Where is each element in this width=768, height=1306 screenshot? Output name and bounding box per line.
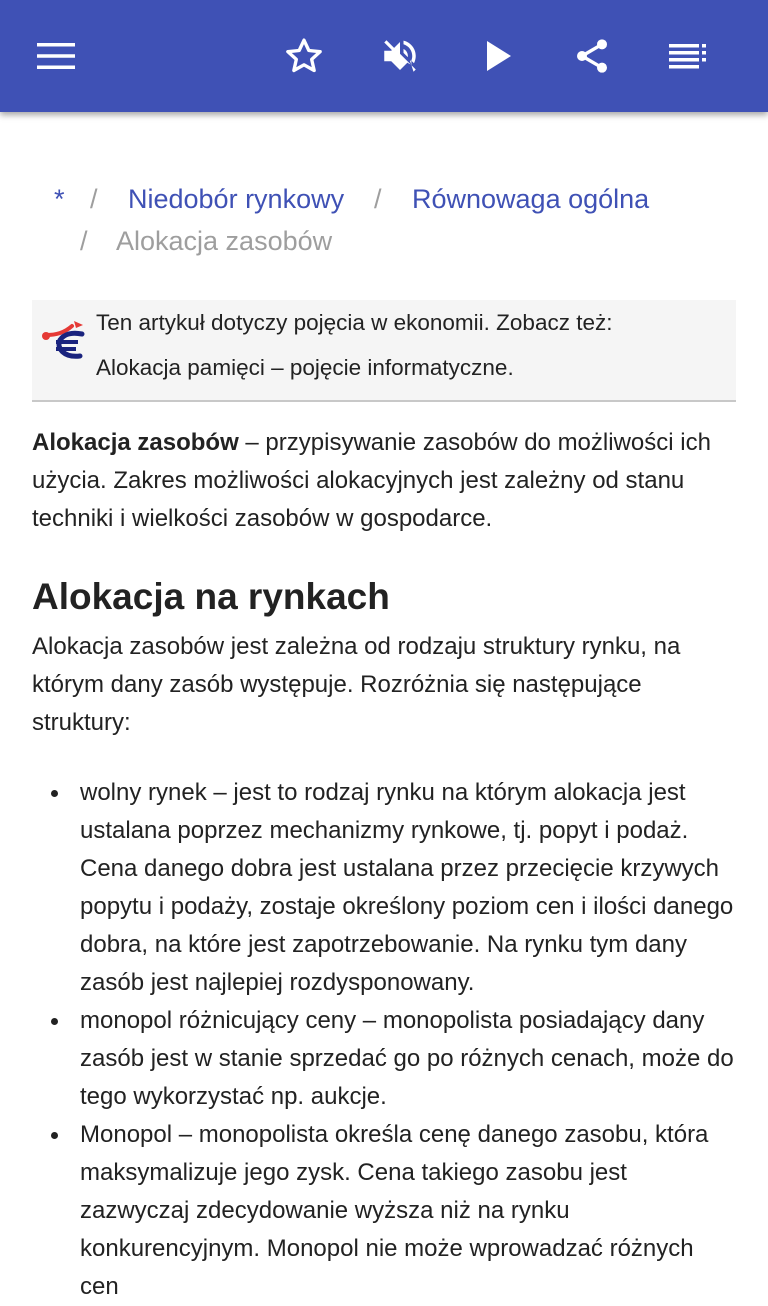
share-button[interactable] [564, 28, 620, 84]
app-toolbar [0, 0, 768, 112]
mute-button[interactable] [372, 28, 428, 84]
favorite-button[interactable] [276, 28, 332, 84]
intro-paragraph [32, 424, 736, 538]
menu-button[interactable] [28, 28, 84, 84]
table-of-contents-button[interactable] [660, 28, 716, 84]
bullet [51, 790, 58, 797]
list-item-text: Monopol – monopolista określa cenę danego zasobu, która maksymalizuje jego zysk. Cena takiego zasobu jest zazwyczaj zdecydowanie wyższa niż na rynku konkurencyjnym. Monopol nie może wprowadzać różnych cen [80, 1121, 709, 1300]
breadcrumb-current: Alokacja zasobów [116, 226, 333, 256]
list-icon [669, 43, 707, 69]
list-item-text: wolny rynek – jest to rodzaj rynku na którym alokacja jest ustalana poprzez mechanizmy rynkowe, tj. popyt i podaż. Cena danego dobra jest ustalana przez przecięcie krzywych popytu i podaży, zostaje określony poziom cen i ilości danego dobra, na które jest zapotrzebowanie. Na rynku tym dany zasób jest najlepiej rozdysponowany. [80, 779, 734, 996]
hamburger-menu-icon [37, 42, 75, 70]
hatnote-link-alokacja-pamieci[interactable]: Alokacja pamięci – pojęcie informatyczne. [96, 355, 514, 380]
bullet [51, 1018, 58, 1025]
hatnote-text: Ten artykuł dotyczy pojęcia w ekonomii. Zobacz też: [96, 310, 613, 335]
section-heading: Alokacja na rynkach [32, 576, 390, 617]
list-item [0, 774, 768, 1002]
play-button[interactable] [470, 28, 526, 84]
breadcrumb-link-niedobor[interactable]: Niedobór rynkowy [128, 184, 345, 214]
breadcrumb-root-link[interactable]: * [54, 184, 65, 214]
list-item [0, 1002, 768, 1116]
bullet [51, 1132, 58, 1139]
breadcrumb-separator: / [90, 184, 98, 214]
breadcrumb-separator: / [80, 226, 88, 256]
section-paragraph: Alokacja zasobów jest zależna od rodzaju struktury rynku, na którym dany zasób występuje. Rozróżnia się następujące struktury: [32, 633, 681, 736]
breadcrumb-separator: / [374, 184, 382, 214]
hatnote [32, 300, 736, 402]
market-structures-list [0, 774, 768, 1306]
star-outline-icon [283, 36, 325, 76]
economics-symbol-icon [42, 318, 92, 367]
intro-text: – przypisywanie zasobów do możliwości ich użycia. Zakres możliwości alokacyjnych jest zależny od stanu techniki i wielkości zasobów w gospodarce. [32, 429, 711, 532]
list-item [0, 1116, 768, 1306]
volume-off-icon [379, 35, 421, 77]
play-icon [483, 39, 513, 73]
intro-term: Alokacja zasobów [32, 429, 239, 456]
breadcrumb-link-rownowaga[interactable]: Równowaga ogólna [412, 184, 650, 214]
share-icon [572, 35, 612, 77]
list-item-text: monopol różnicujący ceny – monopolista posiadający dany zasób jest w stanie sprzedać go po różnych cenach, może do tego wykorzystać np. aukcje. [80, 1007, 734, 1110]
